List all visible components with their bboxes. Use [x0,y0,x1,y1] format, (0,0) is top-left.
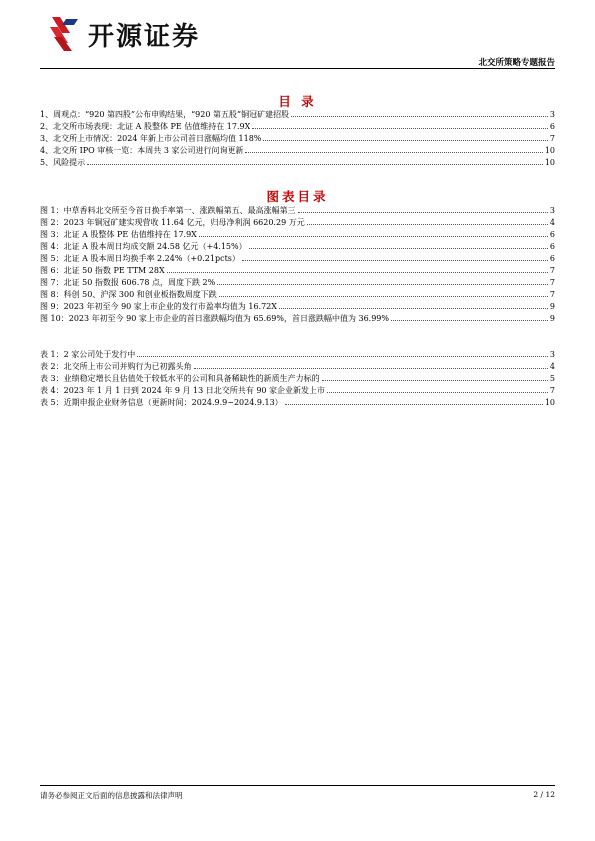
table-entry[interactable] [40,397,555,409]
leader-dots [199,236,548,237]
footer-divider [40,785,555,786]
entry-label: 周观点：“920 第四股”公布申购结果，“920 第五股”铜冠矿建招股 [53,110,290,119]
report-type: 北交所策略专题报告 [478,58,555,68]
leader-dots [87,164,543,165]
leader-dots [245,152,542,153]
footer-disclaimer: 请务必参阅正文后面的信息披露和法律声明 [40,791,183,800]
entry-page-number: 7 [549,266,555,275]
entry-page-number: 3 [549,110,555,119]
entry-page-number: 9 [549,314,555,323]
figure-entry[interactable] [40,241,555,253]
table-list [40,349,555,409]
entry-page-number: 3 [549,350,555,359]
leader-dots [167,272,548,273]
entry-prefix: 1、 [40,110,54,119]
entry-prefix: 图 1： [40,206,64,215]
entry-prefix: 图 9： [40,302,64,311]
figure-list [40,205,555,325]
entry-page-number: 6 [549,254,555,263]
entry-page-number: 6 [549,242,555,251]
figure-entry[interactable] [40,229,555,241]
leader-dots [298,212,548,213]
entry-page-number: 9 [549,302,555,311]
entry-page-number: 10 [544,146,555,155]
leader-dots [242,260,548,261]
entry-prefix: 图 3： [40,230,64,239]
logo-icon [48,15,82,53]
table-entry[interactable] [40,373,555,385]
leader-dots [307,224,548,225]
entry-page-number: 6 [549,230,555,239]
toc-entry[interactable] [40,121,555,133]
entry-prefix: 2、 [40,122,54,131]
leader-dots [279,308,548,309]
logo-text: 开源证券 [88,21,201,52]
leader-dots [137,356,548,357]
entry-prefix: 图 2： [40,218,64,227]
brand-logo [48,14,200,54]
entry-page-number: 4 [549,362,555,371]
entry-label: 2023 年初至今 90 家上市企业的首日涨跌幅均值为 65.69%，首日涨跌幅中值为 36.99% [68,314,389,323]
table-entry[interactable] [40,349,555,361]
entry-prefix: 表 1： [40,350,64,359]
toc-entry[interactable] [40,133,555,145]
entry-prefix: 表 5： [40,398,64,407]
entry-prefix: 图 10： [40,314,69,323]
entry-prefix: 4、 [40,146,54,155]
leader-dots [263,140,547,141]
entry-label: 北交所 IPO 审核一览：本周共 3 家公司进行问询更新 [53,146,244,155]
entry-label: 风险提示 [53,158,86,167]
entry-label: 北证 A 股本周日均成交额 24.58 亿元（+4.15%） [63,242,247,251]
figure-entry[interactable] [40,217,555,229]
entry-label: 2023 年 1 月 1 日到 2024 年 9 月 13 日北交所共有 90 家企业新发上市 [63,386,326,395]
entry-label: 北证 50 指数 PE TTM 28X [63,266,165,275]
entry-label: 北证 50 指数报 606.78 点，周度下跌 2% [63,278,216,287]
figure-entry[interactable] [40,313,555,325]
entry-prefix: 图 7： [40,278,64,287]
figure-entry[interactable] [40,301,555,313]
entry-page-number: 7 [549,278,555,287]
header-divider [40,68,555,69]
figure-entry[interactable] [40,289,555,301]
figures-title: 图表目录 [266,189,329,204]
toc-list [40,109,555,169]
entry-prefix: 表 4： [40,386,64,395]
entry-label: 近期申报企业财务信息（更新时间：2024.9.9~2024.9.13） [63,398,283,407]
entry-label: 北交所上市情况：2024 年新上市公司首日涨幅均值 118% [53,134,262,143]
entry-label: 北交所市场表现：北证 A 股整体 PE 估值维持在 17.9X [53,122,251,131]
entry-page-number: 10 [544,398,555,407]
toc-entry[interactable] [40,109,555,121]
entry-label: 科创 50、沪深 300 和创业板指数周度下跌 [63,290,217,299]
toc-entry[interactable] [40,145,555,157]
figure-entry[interactable] [40,205,555,217]
entry-prefix: 5、 [40,158,54,167]
entry-page-number: 3 [549,206,555,215]
entry-page-number: 6 [549,122,555,131]
entry-prefix: 图 6： [40,266,64,275]
entry-page-number: 10 [544,158,555,167]
entry-page-number: 4 [549,218,555,227]
entry-prefix: 3、 [40,134,54,143]
entry-label: 2023 年初至今 90 家上市企业的发行市盈率均值为 16.72X [63,302,277,311]
entry-prefix: 图 8： [40,290,64,299]
leader-dots [322,380,548,381]
leader-dots [327,392,548,393]
table-entry[interactable] [40,385,555,397]
leader-dots [219,296,548,297]
toc-title: 目 录 [278,94,317,109]
table-entry[interactable] [40,361,555,373]
entry-label: 北证 A 股本周日均换手率 2.24%（+0.21pcts） [63,254,240,263]
entry-label: 中草香料北交所至今首日换手率第一、涨跌幅第五、最高涨幅第三 [63,206,296,215]
page-number: 2 / 12 [533,790,555,799]
entry-prefix: 图 5： [40,254,64,263]
figure-entry[interactable] [40,265,555,277]
leader-dots [391,320,548,321]
entry-label: 业绩稳定增长且估值处于较低水平的公司和具备稀缺性的新质生产力标的 [63,374,320,383]
entry-label: 北证 A 股整体 PE 估值维持在 17.9X [63,230,197,239]
leader-dots [217,284,548,285]
entry-label: 2023 年铜冠矿建实现营收 11.64 亿元，归母净利润 6620.29 万元 [63,218,305,227]
leader-dots [291,116,548,117]
entry-page-number: 7 [549,386,555,395]
leader-dots [194,368,548,369]
leader-dots [252,128,548,129]
entry-page-number: 7 [549,290,555,299]
entry-prefix: 表 2： [40,362,64,371]
entry-label: 北交所上市公司并购行为已初露头角 [63,362,192,371]
toc-entry[interactable] [40,157,555,169]
entry-label: 2 家公司处于发行中 [63,350,136,359]
entry-page-number: 5 [549,374,555,383]
entry-prefix: 表 3： [40,374,64,383]
figure-entry[interactable] [40,277,555,289]
entry-page-number: 7 [549,134,555,143]
leader-dots [249,248,548,249]
entry-prefix: 图 4： [40,242,64,251]
figure-entry[interactable] [40,253,555,265]
leader-dots [285,404,543,405]
